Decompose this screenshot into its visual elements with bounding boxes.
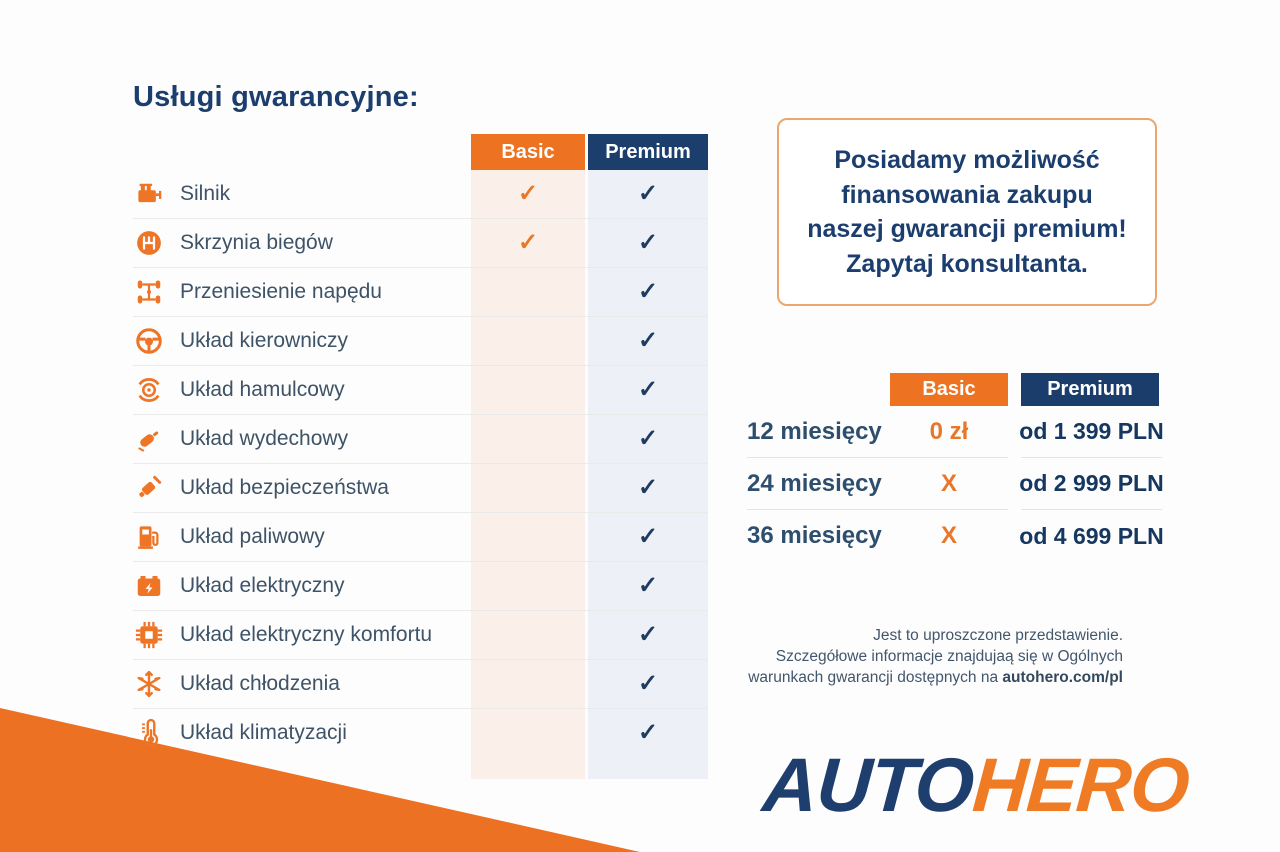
service-label: Układ hamulcowy: [180, 378, 345, 402]
snowflake-icon: [134, 669, 164, 699]
basic-check-cell: ✓: [517, 229, 539, 257]
service-row: [133, 512, 708, 561]
service-label: Układ klimatyzacji: [180, 721, 347, 745]
service-label: Układ elektryczny: [180, 574, 345, 598]
premium-check-cell: ✓: [637, 719, 659, 747]
fuel-pump-icon: [134, 522, 164, 552]
thermometer-icon: [134, 718, 164, 748]
pricing-period: 36 miesięcy: [747, 522, 882, 549]
column-header-premium: Premium: [588, 134, 708, 170]
promo-line: Posiadamy możliwość: [834, 146, 1100, 174]
service-label: Układ paliwowy: [180, 525, 325, 549]
services-table: [133, 134, 708, 757]
pricing-table-body: [747, 406, 1162, 562]
pricing-column-header-basic: Basic: [890, 373, 1008, 406]
service-row: [133, 365, 708, 414]
autohero-logo: [760, 743, 1192, 828]
service-row: [133, 610, 708, 659]
pricing-header-gap: [1008, 373, 1021, 406]
premium-check-cell: ✓: [637, 425, 659, 453]
service-label: Przeniesienie napędu: [180, 280, 382, 304]
service-label: Układ bezpieczeństwa: [180, 476, 389, 500]
pricing-row: [747, 458, 1162, 510]
service-row: [133, 316, 708, 365]
promo-line: Zapytaj konsultanta.: [846, 249, 1088, 278]
promo-box: [777, 118, 1157, 306]
promo-line: naszej gwarancji premium!: [807, 215, 1127, 243]
pricing-table-header: [747, 373, 1162, 406]
pricing-basic-value: 0 zł: [929, 417, 969, 445]
service-label: Układ wydechowy: [180, 427, 349, 451]
service-row: [133, 414, 708, 463]
service-row: [133, 170, 708, 218]
autohero-url-text: autohero.com/pl: [1002, 669, 1123, 686]
column-header-basic: Basic: [471, 134, 585, 170]
pricing-premium-value: od 2 999 PLN: [1019, 470, 1164, 496]
premium-check-cell: ✓: [637, 278, 659, 306]
services-table-body: [133, 170, 708, 757]
page-title: Usługi gwarancyjne:: [133, 81, 419, 114]
service-label: Układ kierowniczy: [180, 329, 349, 353]
disclaimer-line: [748, 667, 1123, 688]
service-row: [133, 561, 708, 610]
disclaimer: [748, 625, 1123, 688]
pricing-premium-value: od 1 399 PLN: [1019, 418, 1164, 444]
services-section: [133, 62, 708, 757]
pricing-period: 12 miesięcy: [747, 417, 882, 445]
steering-wheel-icon: [134, 326, 164, 356]
premium-check-cell: ✓: [637, 474, 659, 502]
disclaimer-line: Jest to uproszczone przedstawienie.: [873, 627, 1123, 644]
service-row: [133, 659, 708, 708]
premium-check-cell: ✓: [637, 670, 659, 698]
premium-check-cell: ✓: [637, 229, 659, 257]
premium-check-cell: ✓: [637, 180, 659, 208]
drivetrain-icon: [134, 277, 164, 307]
basic-check-cell: ✓: [517, 180, 539, 208]
services-header-spacer: [133, 134, 471, 170]
service-row: [133, 708, 708, 757]
pricing-column-header-premium: Premium: [1021, 373, 1159, 406]
pricing-row: [747, 510, 1162, 562]
pricing-basic-value: X: [940, 522, 957, 549]
service-label: Silnik: [180, 182, 231, 206]
pricing-table: [747, 373, 1162, 562]
premium-check-cell: ✓: [637, 523, 659, 551]
pricing-header-spacer: [747, 373, 890, 406]
premium-check-cell: ✓: [637, 572, 659, 600]
service-row: [133, 267, 708, 316]
disclaimer-line: Szczegółowe informacje znajdujaą się w Ogólnych: [775, 648, 1123, 665]
brake-icon: [134, 375, 164, 405]
engine-icon: [134, 179, 164, 209]
service-label: Układ elektryczny komfortu: [180, 623, 433, 647]
exhaust-icon: [134, 424, 164, 454]
service-label: Układ chłodzenia: [180, 672, 340, 696]
chip-icon: [134, 620, 164, 650]
gearbox-icon: [134, 228, 164, 258]
service-row: [133, 218, 708, 267]
disclaimer-line-prefix: warunkach gwarancji dostępnych na: [748, 669, 1003, 686]
service-label: Skrzynia biegów: [180, 231, 333, 255]
premium-check-cell: ✓: [637, 327, 659, 355]
premium-check-cell: ✓: [637, 621, 659, 649]
service-row: [133, 463, 708, 512]
pricing-row: [747, 406, 1162, 458]
logo-part-auto: AUTO: [760, 743, 976, 828]
pricing-basic-value: X: [940, 469, 957, 497]
pricing-premium-value: od 4 699 PLN: [1019, 522, 1164, 549]
premium-check-cell: ✓: [637, 376, 659, 404]
services-table-header: [133, 134, 708, 170]
pricing-period: 24 miesięcy: [747, 469, 882, 497]
seatbelt-icon: [134, 473, 164, 503]
promo-line: finansowania zakupu: [841, 180, 1093, 209]
battery-icon: [134, 571, 164, 601]
logo-part-hero: HERO: [970, 743, 1192, 828]
